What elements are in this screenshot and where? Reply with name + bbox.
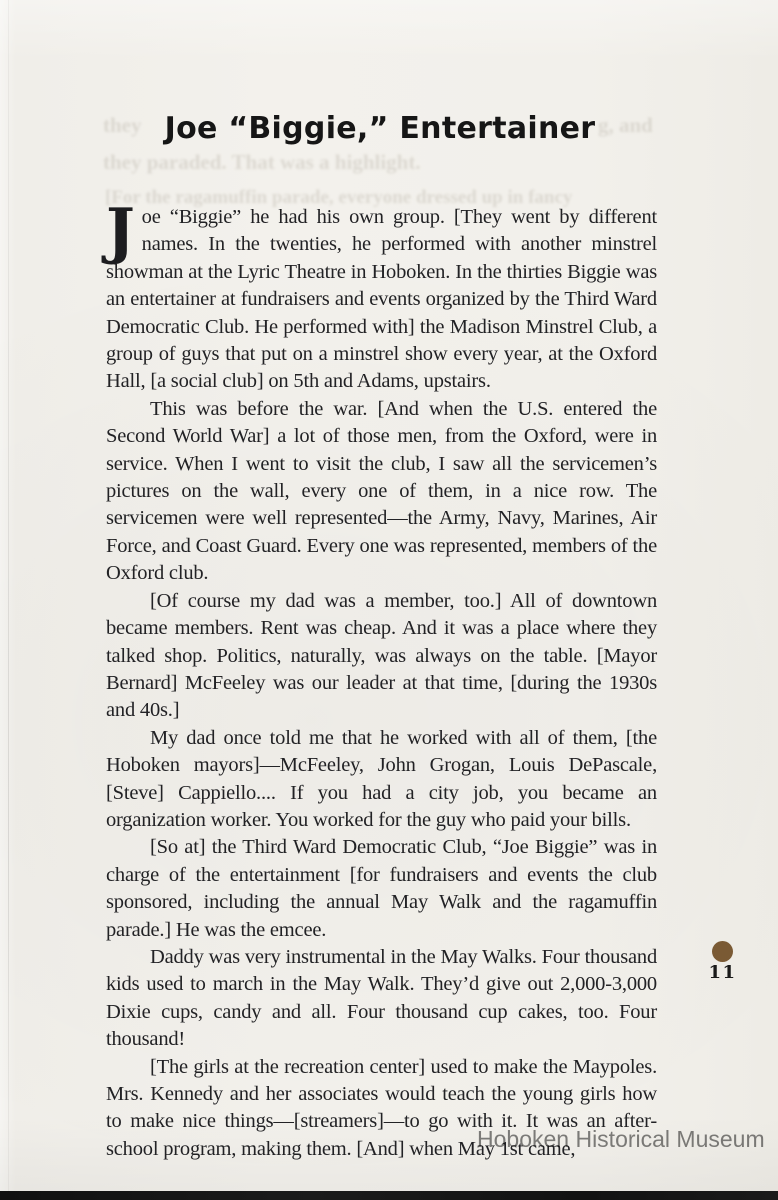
page-title: Joe “Biggie,” Entertainer [164, 111, 596, 146]
paragraph-text: [Of course my dad was a member, too.] All of downtown became members. Rent was cheap. And it was a place where they talked shop. Politics, naturally, was always on the table. [Mayor Bernard] McFeeley was our leader at that time, [during the 1930s and 40s.] [106, 589, 657, 722]
paragraph-text: [So at] the Third Ward Democratic Club, “Joe Biggie” was in charge of the entertainment [for fundraisers and events the club sponsored, including the annual May Walk and the ragamuffin parade.] He was the emcee. [106, 836, 657, 941]
bleed-through-fragment: g, and [598, 113, 653, 137]
museum-watermark: Hoboken Historical Museum [477, 1126, 765, 1152]
paragraph-text: My dad once told me that he worked with all of them, [the Hoboken mayors]—McFeeley, John Grogan, Louis DePascale, [Steve] Cappiello.... If you had a city job, you became an organization worker. You worked for the guy who paid your bills. [106, 726, 657, 831]
paragraph [106, 396, 657, 588]
drop-cap: J [106, 196, 135, 267]
paragraph-text: [The girls at the recreation center] used to make the Maypoles. Mrs. Kennedy and her associates would teach the young girls how to make nice things—[streamers]—to go with it. It was an after-school program, making them. [And] when May 1st came, [106, 1055, 657, 1160]
bleed-through-fragment: they paraded. That was a highlight. [103, 150, 421, 174]
scan-edge-bar [0, 1191, 778, 1200]
paragraph-text: oe “Biggie” he had his own group. [They went by different names. In the twenties, he performed with another minstrel showman at the Lyric Theatre in Hoboken. In the thirties Biggie was an entertainer at fundraisers and events organized by the Third Ward Democratic Club. He performed with] the Madison Minstrel Club, a group of guys that put on a minstrel show every year, at the Oxford Hall, [a social club] on 5th and Adams, upstairs. [106, 206, 657, 393]
brown-marker-dot [712, 941, 733, 962]
paragraph [106, 944, 657, 1054]
bleed-through-fragment: they [103, 113, 142, 137]
paragraph [106, 588, 657, 725]
paragraph-text: This was before the war. [And when the U.S. entered the Second World War] a lot of those men, from the Oxford, were in service. When I went to visit the club, I saw all the servicemen’s pictures on the wall, every one of them, in a nice row. The servicemen were well represented—the Army, Navy, Marines, Air Force, and Coast Guard. Every one was represented, members of the Oxford club. [106, 397, 657, 585]
paragraph-text: Daddy was very instrumental in the May Walks. Four thousand kids used to march in the May Walk. They’d give out 2,000-3,000 Dixie cups, candy and all. Four thousand cup cakes, too. Four thousand! [106, 945, 657, 1051]
bleed-through-fragment: [For the ragamuffin parade, everyone dressed up in fancy [105, 187, 573, 208]
page-fold-line [8, 0, 9, 1191]
paragraph [106, 725, 657, 835]
page-number: 11 [708, 962, 737, 983]
paragraph [106, 834, 657, 944]
